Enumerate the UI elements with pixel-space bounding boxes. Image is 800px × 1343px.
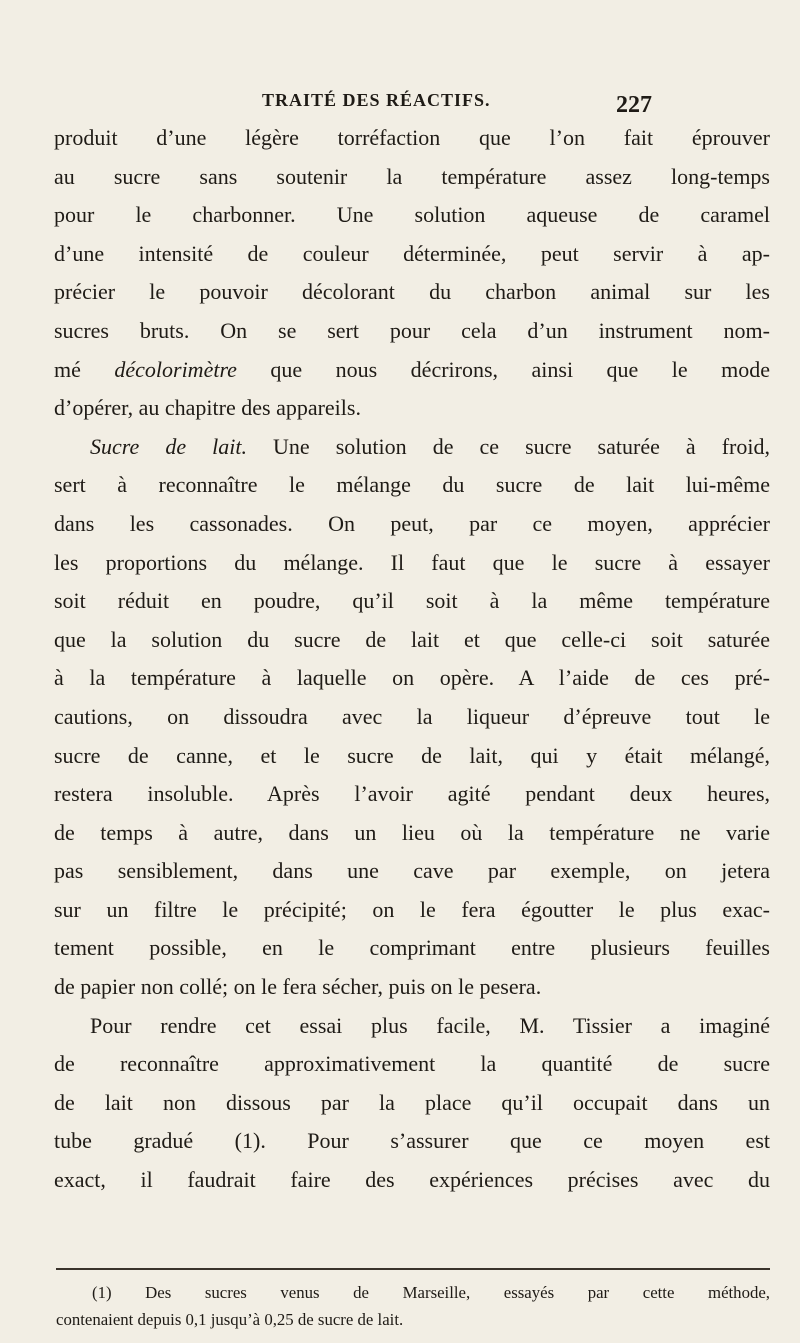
text-line: soit réduit en poudre, qu’il soit à la même température <box>54 588 770 614</box>
text-line: au sucre sans soutenir la température assez long-temps <box>54 163 770 189</box>
text-line: sucres bruts. On se sert pour cela d’un instrument nom- <box>54 317 770 343</box>
text-line: précier le pouvoir décolorant du charbon animal sur les <box>54 279 770 305</box>
text-line: pas sensiblement, dans une cave par exemple, on jetera <box>54 858 770 884</box>
text-line: tement possible, en le comprimant entre plusieurs feuilles <box>54 935 770 961</box>
text-line: sucre de canne, et le sucre de lait, qui y était mélangé, <box>54 742 770 768</box>
text-line: sur un filtre le précipité; on le fera égoutter le plus exac- <box>54 896 770 922</box>
text-line: restera insoluble. Après l’avoir agité pendant deux heures, <box>54 781 770 807</box>
text-line: de reconnaître approximativement la quantité de sucre <box>54 1051 770 1077</box>
text-line: produit d’une légère torréfaction que l’on fait éprouver <box>54 125 770 150</box>
text-line <box>54 351 770 390</box>
text-line <box>54 428 770 467</box>
text-line: Pour rendre cet essai plus facile, M. Tissier a imaginé <box>90 1012 770 1038</box>
term-decolorimetre: décolorimètre <box>114 356 237 382</box>
section-title-sucre-de-lait: Sucre de lait. <box>90 433 247 459</box>
text-fragment: que nous décrirons, ainsi que le mode <box>236 356 770 382</box>
text-line: sert à reconnaître le mélange du sucre de lait lui-même <box>54 472 770 498</box>
footnote-line: contenaient depuis 0,1 jusqu’à 0,25 de sucre de lait. <box>56 1310 404 1329</box>
footnote-divider <box>56 1268 770 1270</box>
text-line: que la solution du sucre de lait et que celle-ci soit saturée <box>54 626 770 652</box>
text-line: à la température à laquelle on opère. A l’aide de ces pré- <box>54 665 770 691</box>
text-line: de temps à autre, dans un lieu où la température ne varie <box>54 819 770 845</box>
text-line: de lait non dissous par la place qu’il occupait dans un <box>54 1089 770 1115</box>
running-head: TRAITÉ DES RÉACTIFS. <box>262 90 491 110</box>
text-fragment: Une solution de ce sucre saturée à froid, <box>246 433 770 459</box>
text-line: exact, il faudrait faire des expériences précises avec du <box>54 1167 770 1193</box>
text-line: d’une intensité de couleur déterminée, peut servir à ap- <box>54 240 770 266</box>
footnote-line: (1) Des sucres venus de Marseille, essayés par cette méthode, <box>92 1283 770 1302</box>
page-number: 227 <box>616 92 652 118</box>
text-line: les proportions du mélange. Il faut que le sucre à essayer <box>54 549 770 575</box>
footnote <box>56 1279 770 1333</box>
text-fragment: mé <box>54 356 115 382</box>
text-line: pour le charbonner. Une solution aqueuse de caramel <box>54 202 770 228</box>
text-line: tube gradué (1). Pour s’assurer que ce moyen est <box>54 1128 770 1154</box>
text-line: cautions, on dissoudra avec la liqueur d’épreuve tout le <box>54 703 770 729</box>
page-header <box>196 90 666 120</box>
text-line: dans les cassonades. On peut, par ce moyen, apprécier <box>54 510 770 536</box>
text-line: d’opérer, au chapitre des appareils. <box>54 395 361 421</box>
text-line: de papier non collé; on le fera sécher, puis on le pesera. <box>54 974 542 1000</box>
body-text <box>54 119 770 1200</box>
